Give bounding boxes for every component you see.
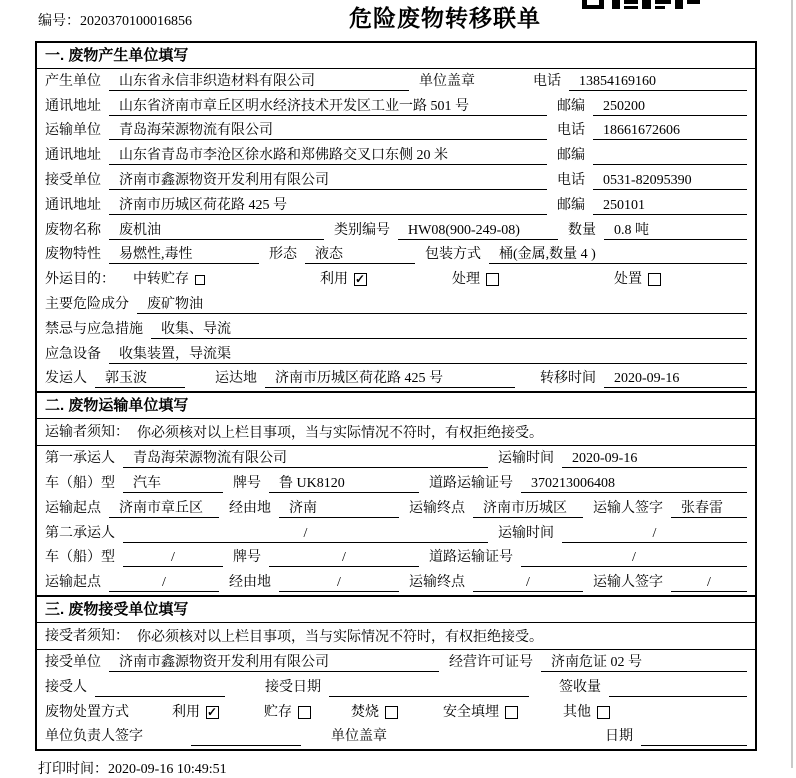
producer-address-label: 通讯地址 [45, 98, 101, 114]
row-receiver [37, 168, 755, 193]
route-via-value-2: / [279, 573, 399, 592]
row-responsible-signature [37, 725, 755, 750]
route-end-label-2: 运输终点 [409, 575, 465, 591]
route-via-label-2: 经由地 [229, 575, 271, 591]
purpose-dispose-label: 处置 [614, 272, 642, 288]
taboo-measures-value: 收集、导流 [151, 320, 747, 339]
packaging-value: 桶(金属,数量 4 ) [489, 245, 747, 264]
transporter-phone-label: 电话 [557, 123, 585, 139]
acceptor-value [95, 678, 225, 697]
row-route-1 [37, 496, 755, 521]
route-via-value-1: 济南 [279, 499, 399, 518]
route-signer-value-2: / [671, 573, 747, 592]
receiver-notice-text: 你必须核对以上栏目事项，当与实际情况不符时，有权拒绝接受。 [137, 630, 543, 646]
row-transporter [37, 119, 755, 144]
receiver-phone-label: 电话 [557, 172, 585, 188]
row-emergency-equipment [37, 342, 755, 367]
first-carrier-value: 青岛海荣源物流有限公司 [123, 449, 488, 468]
receiver-notice-label: 接受者须知： [45, 628, 129, 644]
route-signer-label-1: 运输人签字 [593, 500, 663, 516]
first-carrier-label: 第一承运人 [45, 451, 115, 467]
purpose-option-treat [452, 270, 499, 289]
acceptor-label: 接受人 [45, 679, 87, 695]
transport-time-label-1: 运输时间 [498, 451, 554, 467]
waste-properties-value: 易燃性,毒性 [109, 245, 259, 264]
second-carrier-value: / [123, 524, 488, 543]
serial-label: 编号： [38, 14, 80, 29]
responsible-signature-value [191, 727, 301, 746]
quantity-value: 0.8 吨 [604, 221, 747, 240]
section-1-title: 一. 废物产生单位填写 [37, 43, 755, 69]
receiver-zip-label: 邮编 [557, 197, 585, 213]
row-waste-name [37, 218, 755, 243]
producer-seal-label: 单位盖章 [419, 73, 475, 89]
category-code-label: 类别编号 [334, 222, 390, 238]
emergency-equipment-label: 应急设备 [45, 346, 101, 362]
route-start-label-1: 运输起点 [45, 500, 101, 516]
transporter-zip-value [593, 146, 747, 165]
print-time [38, 758, 796, 778]
receiver-address-label: 通讯地址 [45, 197, 101, 213]
plate-label-1: 牌号 [233, 475, 261, 491]
disposal-option-other [563, 703, 610, 722]
disposal-option-utilize [172, 703, 219, 722]
receiver-address-value: 济南市历城区荷花路 425 号 [109, 196, 547, 215]
producer-zip-value: 250200 [593, 97, 747, 116]
disposal-utilize-label: 利用 [172, 704, 200, 720]
row-dispatcher [37, 367, 755, 392]
unit-seal-label: 单位盖章 [331, 729, 387, 745]
purpose-option-utilize [320, 270, 367, 289]
taboo-measures-label: 禁忌与应急措施 [45, 321, 143, 337]
window-right-edge [791, 0, 793, 768]
row-first-carrier [37, 446, 755, 471]
second-carrier-label: 第二承运人 [45, 525, 115, 541]
disposal-other-label: 其他 [563, 704, 591, 720]
receiver-phone-value: 0531-82095390 [593, 171, 747, 190]
operating-license-value: 济南危证 02 号 [541, 653, 747, 672]
plate-label-2: 牌号 [233, 550, 261, 566]
receiving-unit-value: 济南市鑫源物资开发利用有限公司 [109, 653, 439, 672]
disposal-utilize-checkbox [206, 706, 219, 719]
row-receiver-address [37, 193, 755, 218]
serial-number [38, 10, 192, 30]
page-title: 危险废物转移联单 [349, 5, 541, 31]
treat-checkbox [486, 273, 499, 286]
route-via-label-1: 经由地 [229, 500, 271, 516]
receiver-zip-value: 250101 [593, 196, 747, 215]
waste-name-value: 废机油 [109, 221, 324, 240]
serial-value: 2020370100016856 [80, 14, 192, 29]
purpose-utilize-label: 利用 [320, 272, 348, 288]
row-transporter-address [37, 143, 755, 168]
disposal-option-landfill [443, 703, 518, 722]
row-vehicle-2 [37, 546, 755, 571]
destination-value: 济南市历城区荷花路 425 号 [265, 369, 515, 388]
disposal-storage-label: 贮存 [264, 704, 292, 720]
row-receiver-notice [37, 623, 755, 650]
disposal-other-checkbox [597, 706, 610, 719]
accept-date-value [329, 678, 529, 697]
disposal-option-incinerate [351, 703, 398, 722]
manifest-form [35, 41, 757, 751]
print-time-value: 2020-09-16 10:49:51 [108, 762, 227, 778]
transport-time-value-2: / [562, 524, 747, 543]
road-license-value-2: / [521, 548, 747, 567]
disposal-storage-checkbox [298, 706, 311, 719]
section-3-title: 三. 废物接受单位填写 [37, 595, 755, 623]
row-waste-properties [37, 243, 755, 268]
dispose-checkbox [648, 273, 661, 286]
transfer-time-label: 转移时间 [540, 371, 596, 387]
purpose-option-dispose [614, 270, 661, 289]
waste-properties-label: 废物特性 [45, 247, 101, 263]
row-transporter-notice [37, 419, 755, 446]
row-route-2 [37, 570, 755, 595]
sign-date-label: 日期 [605, 729, 633, 745]
route-start-value-2: / [109, 573, 219, 592]
transporter-value: 青岛海荣源物流有限公司 [109, 121, 547, 140]
row-vehicle-1 [37, 471, 755, 496]
route-end-value-2: / [473, 573, 583, 592]
route-signer-value-1: 张春雷 [671, 499, 747, 518]
transporter-notice-label: 运输者须知： [45, 424, 129, 440]
transporter-address-value: 山东省青岛市李沧区徐水路和郑佛路交叉口东侧 20 米 [109, 146, 547, 165]
vehicle-type-value-2: / [123, 548, 223, 567]
row-receiving-unit [37, 650, 755, 675]
vehicle-type-label-2: 车（船）型 [45, 550, 115, 566]
transfer-purpose-label: 外运目的： [45, 272, 115, 288]
transfer-time-value: 2020-09-16 [604, 369, 747, 388]
producer-label: 产生单位 [45, 73, 101, 89]
sign-date-value [641, 727, 747, 746]
purpose-transfer-storage-label: 中转贮存 [133, 272, 189, 288]
signed-quantity-label: 签收量 [559, 679, 601, 695]
row-hazard-components [37, 292, 755, 317]
utilize-checkbox [354, 273, 367, 286]
disposal-method-label: 废物处置方式 [45, 704, 129, 720]
form-state-label: 形态 [269, 247, 297, 263]
plate-value-2: / [269, 548, 419, 567]
route-start-value-1: 济南市章丘区 [109, 499, 219, 518]
transport-time-label-2: 运输时间 [498, 525, 554, 541]
dispatcher-label: 发运人 [45, 371, 87, 387]
destination-label: 运达地 [215, 371, 257, 387]
receiver-label: 接受单位 [45, 172, 101, 188]
row-producer-address [37, 94, 755, 119]
disposal-incinerate-label: 焚烧 [351, 704, 379, 720]
transporter-label: 运输单位 [45, 123, 101, 139]
plate-value-1: 鲁 UK8120 [269, 474, 419, 493]
transporter-phone-value: 18661672606 [593, 121, 747, 140]
route-end-value-1: 济南市历城区 [473, 499, 583, 518]
route-start-label-2: 运输起点 [45, 575, 101, 591]
road-license-label-2: 道路运输证号 [429, 550, 513, 566]
section-2-title: 二. 废物运输单位填写 [37, 391, 755, 419]
receiving-unit-label: 接受单位 [45, 654, 101, 670]
print-time-label: 打印时间： [38, 762, 108, 778]
accept-date-label: 接受日期 [265, 679, 321, 695]
disposal-option-storage [264, 703, 311, 722]
waste-name-label: 废物名称 [45, 222, 101, 238]
row-transfer-purpose [37, 267, 755, 292]
transfer-storage-checkbox [195, 275, 205, 285]
vehicle-type-value-1: 汽车 [123, 474, 223, 493]
producer-phone-value: 13854169160 [569, 72, 747, 91]
dispatcher-value: 郭玉波 [95, 369, 185, 388]
producer-phone-label: 电话 [533, 73, 561, 89]
road-license-value-1: 370213006408 [521, 474, 747, 493]
road-license-label-1: 道路运输证号 [429, 475, 513, 491]
disposal-landfill-checkbox [505, 706, 518, 719]
row-taboo-measures [37, 317, 755, 342]
transporter-address-label: 通讯地址 [45, 148, 101, 164]
disposal-landfill-label: 安全填埋 [443, 704, 499, 720]
row-disposal-method [37, 700, 755, 725]
producer-address-value: 山东省济南市章丘区明水经济技术开发区工业一路 501 号 [109, 97, 547, 116]
quantity-label: 数量 [568, 222, 596, 238]
hazard-components-label: 主要危险成分 [45, 296, 129, 312]
qr-code-fragment-icon [582, 0, 700, 9]
row-acceptor [37, 675, 755, 700]
row-producer [37, 69, 755, 94]
signed-quantity-value [609, 678, 747, 697]
route-end-label-1: 运输终点 [409, 500, 465, 516]
packaging-label: 包装方式 [425, 247, 481, 263]
hazard-components-value: 废矿物油 [137, 295, 747, 314]
category-code-value: HW08(900-249-08) [398, 221, 558, 240]
purpose-option-transfer-storage [133, 270, 205, 289]
transporter-notice-text: 你必须核对以上栏目事项，当与实际情况不符时，有权拒绝接受。 [137, 426, 543, 442]
producer-zip-label: 邮编 [557, 98, 585, 114]
form-state-value: 液态 [305, 245, 415, 264]
operating-license-label: 经营许可证号 [449, 654, 533, 670]
transporter-zip-label: 邮编 [557, 148, 585, 164]
responsible-signature-label: 单位负责人签字 [45, 729, 143, 745]
document-header [0, 0, 796, 41]
vehicle-type-label-1: 车（船）型 [45, 475, 115, 491]
row-second-carrier [37, 521, 755, 546]
transport-time-value-1: 2020-09-16 [562, 449, 747, 468]
purpose-treat-label: 处理 [452, 272, 480, 288]
emergency-equipment-value: 收集装置，导流渠 [109, 345, 747, 364]
route-signer-label-2: 运输人签字 [593, 575, 663, 591]
disposal-incinerate-checkbox [385, 706, 398, 719]
producer-value: 山东省永信非织造材料有限公司 [109, 72, 409, 91]
receiver-value: 济南市鑫源物资开发利用有限公司 [109, 171, 547, 190]
